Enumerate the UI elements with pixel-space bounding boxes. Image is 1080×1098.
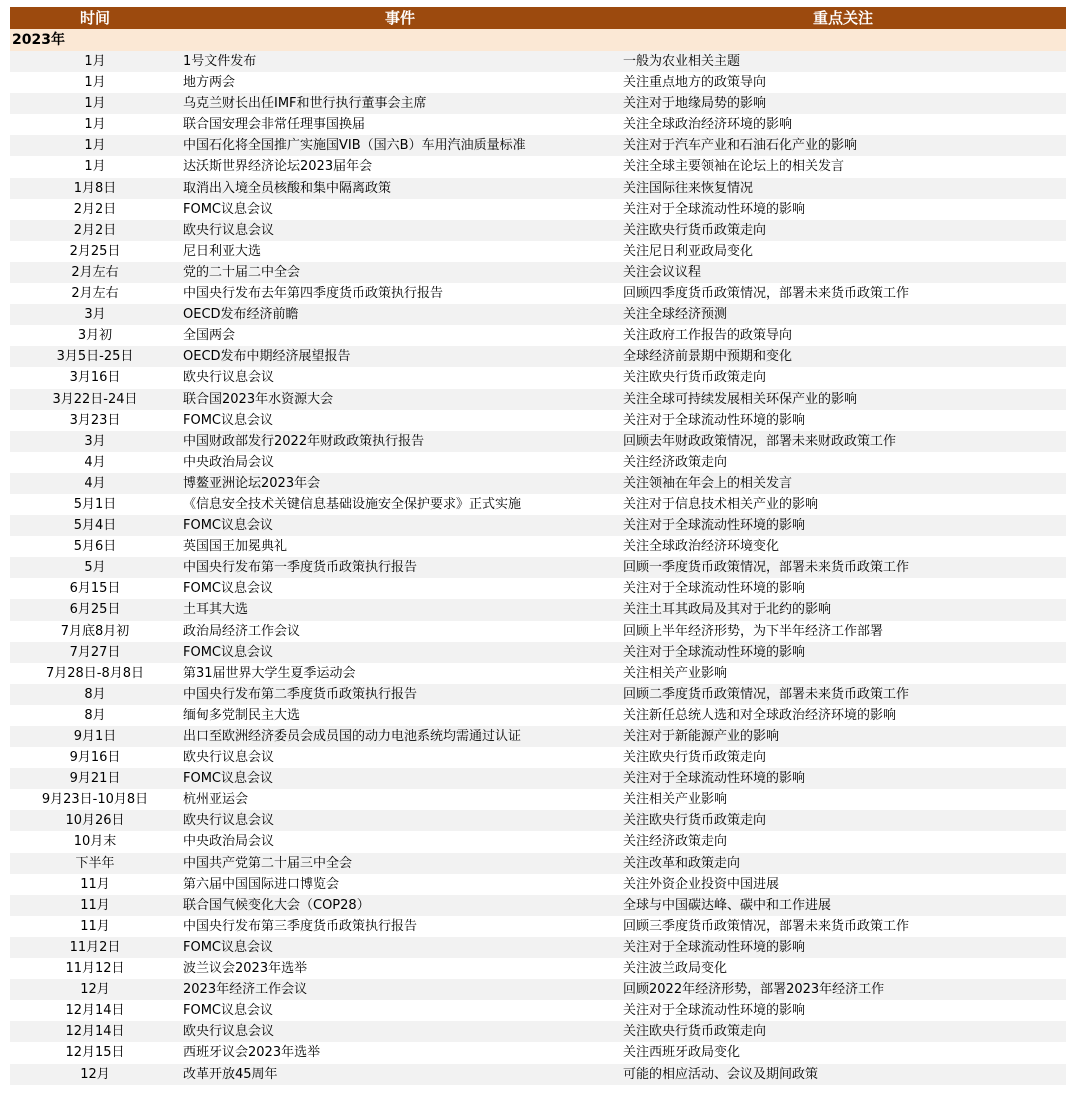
table-row xyxy=(10,705,1066,726)
table-row xyxy=(10,916,1066,937)
table-row xyxy=(10,367,1066,388)
row-focus: 关注改革和政策走向 xyxy=(623,855,741,871)
table-row xyxy=(10,536,1066,557)
table-row xyxy=(10,452,1066,473)
row-focus: 关注对于汽车产业和石油石化产业的影响 xyxy=(623,138,858,154)
row-focus: 关注土耳其政局及其对于北约的影响 xyxy=(623,602,832,618)
row-focus: 关注相关产业影响 xyxy=(623,792,728,808)
row-event: 出口至欧洲经济委员会成员国的动力电池系统均需通过认证 xyxy=(183,729,522,744)
row-focus: 关注国际往来恢复情况 xyxy=(623,180,754,196)
row-focus: 全球经济前景期中预期和变化 xyxy=(623,349,793,365)
table-row xyxy=(10,747,1066,768)
row-focus: 关注欧央行货币政策走向 xyxy=(623,1024,767,1040)
row-event: FOMC议息会议 xyxy=(183,581,274,597)
row-focus: 回顾去年财政政策情况，部署未来财政政策工作 xyxy=(623,433,897,449)
table-row xyxy=(10,72,1066,93)
row-time: 1月8日 xyxy=(73,180,117,196)
row-event: 第六届中国国际进口博览会 xyxy=(183,876,340,892)
table-row xyxy=(10,853,1066,874)
row-time: 2月2日 xyxy=(73,201,117,217)
table-row xyxy=(10,621,1066,642)
row-event: 欧央行议息会议 xyxy=(183,813,275,829)
row-focus: 关注对于地缘局势的影响 xyxy=(623,96,767,112)
row-event: 第31届世界大学生夏季运动会 xyxy=(183,665,356,681)
row-focus: 关注欧央行货币政策走向 xyxy=(623,813,767,829)
row-time: 9月1日 xyxy=(73,729,117,744)
row-focus: 关注对于新能源产业的影响 xyxy=(623,729,780,744)
row-focus: 全球与中国碳达峰、碳中和工作进展 xyxy=(623,897,832,913)
row-focus: 关注会议议程 xyxy=(623,264,702,280)
row-event: 党的二十届二中全会 xyxy=(183,264,301,280)
row-focus: 回顾二季度货币政策情况，部署未来货币政策工作 xyxy=(623,686,910,702)
row-focus: 关注对于全球流动性环境的影响 xyxy=(623,644,806,660)
header-event: 事件 xyxy=(384,9,415,27)
row-focus: 关注对于全球流动性环境的影响 xyxy=(623,771,806,787)
row-focus: 关注对于全球流动性环境的影响 xyxy=(623,1003,806,1019)
row-focus: 关注欧央行货币政策走向 xyxy=(623,370,767,386)
row-time: 1月 xyxy=(84,75,106,91)
row-focus: 回顾上半年经济形势，为下半年经济工作部署 xyxy=(623,623,884,639)
row-time: 2月2日 xyxy=(73,222,117,238)
row-time: 2月左右 xyxy=(71,286,119,302)
event-calendar-table xyxy=(10,7,1066,1085)
table-body xyxy=(10,51,1066,1085)
table-row xyxy=(10,51,1066,72)
table-row xyxy=(10,895,1066,916)
row-time: 7月28日-8月8日 xyxy=(45,665,145,681)
row-focus: 关注对于信息技术相关产业的影响 xyxy=(623,496,819,512)
row-event: 中国央行发布第一季度货币政策执行报告 xyxy=(183,560,418,576)
table-row xyxy=(10,304,1066,325)
row-time: 11月 xyxy=(80,918,110,934)
header-time: 时间 xyxy=(79,9,110,27)
row-event: 缅甸多党制民主大选 xyxy=(183,707,301,723)
table-row xyxy=(10,642,1066,663)
row-event: 全国两会 xyxy=(183,328,236,344)
row-event: 联合国安理会非常任理事国换届 xyxy=(183,117,366,133)
row-time: 8月 xyxy=(84,686,106,702)
row-time: 5月4日 xyxy=(73,518,117,534)
table-row xyxy=(10,958,1066,979)
row-event: 乌克兰财长出任IMF和世行执行董事会主席 xyxy=(183,96,427,112)
row-focus: 回顾三季度货币政策情况，部署未来货币政策工作 xyxy=(623,918,910,934)
row-event: 西班牙议会2023年选举 xyxy=(183,1045,321,1061)
table-row xyxy=(10,178,1066,199)
row-event: 政治局经济工作会议 xyxy=(183,623,301,639)
row-event: 地方两会 xyxy=(183,75,236,91)
row-time: 1月 xyxy=(84,159,106,175)
row-time: 9月16日 xyxy=(69,750,121,766)
row-event: FOMC议息会议 xyxy=(183,644,274,660)
row-event: 取消出入境全员核酸和集中隔离政策 xyxy=(183,180,392,196)
row-event: FOMC议息会议 xyxy=(183,771,274,787)
row-event: 中国石化将全国推广实施国VIB（国六B）车用汽油质量标准 xyxy=(183,138,526,154)
row-event: 中国央行发布第二季度货币政策执行报告 xyxy=(183,686,418,702)
row-focus: 关注西班牙政局变化 xyxy=(623,1045,741,1061)
row-time: 12月14日 xyxy=(65,1024,125,1040)
table-row xyxy=(10,1042,1066,1063)
row-event: FOMC议息会议 xyxy=(183,939,274,955)
row-focus: 回顾2022年经济形势，部署2023年经济工作 xyxy=(623,982,885,998)
row-focus: 关注对于全球流动性环境的影响 xyxy=(623,939,806,955)
table-row xyxy=(10,262,1066,283)
row-time: 11月12日 xyxy=(65,961,125,977)
row-event: 联合国2023年水资源大会 xyxy=(183,391,334,407)
row-time: 11月2日 xyxy=(69,939,121,955)
row-time: 5月6日 xyxy=(73,539,117,555)
table-header xyxy=(10,7,1066,29)
table-row xyxy=(10,515,1066,536)
row-focus: 可能的相应活动、会议及期间政策 xyxy=(623,1066,819,1082)
row-time: 2月左右 xyxy=(71,264,119,280)
table-row xyxy=(10,199,1066,220)
row-time: 3月16日 xyxy=(69,370,121,386)
table-row xyxy=(10,494,1066,515)
row-event: 杭州亚运会 xyxy=(183,792,249,808)
row-focus: 关注全球政治经济环境变化 xyxy=(623,539,780,555)
row-time: 1月 xyxy=(84,117,106,133)
row-time: 2月25日 xyxy=(69,243,121,259)
row-focus: 关注重点地方的政策导向 xyxy=(623,75,767,91)
row-time: 3月22日-24日 xyxy=(52,391,138,407)
table-row xyxy=(10,241,1066,262)
row-time: 4月 xyxy=(84,475,106,491)
row-time: 12月15日 xyxy=(65,1045,125,1061)
row-event: 欧央行议息会议 xyxy=(183,370,275,386)
row-focus: 关注全球主要领袖在论坛上的相关发言 xyxy=(623,159,845,175)
row-event: 中国央行发布第三季度货币政策执行报告 xyxy=(183,918,418,934)
table-row xyxy=(10,937,1066,958)
row-time: 10月26日 xyxy=(65,813,125,829)
row-focus: 关注对于全球流动性环境的影响 xyxy=(623,581,806,597)
row-focus: 关注外资企业投资中国进展 xyxy=(623,876,780,892)
row-event: 中国央行发布去年第四季度货币政策执行报告 xyxy=(183,286,444,302)
table-row xyxy=(10,93,1066,114)
row-event: 欧央行议息会议 xyxy=(183,222,275,238)
row-event: 中央政治局会议 xyxy=(183,454,275,470)
row-event: 欧央行议息会议 xyxy=(183,750,275,766)
row-focus: 关注新任总统人选和对全球政治经济环境的影响 xyxy=(623,707,897,723)
row-time: 11月 xyxy=(80,897,110,913)
row-focus: 关注经济政策走向 xyxy=(623,454,728,470)
row-focus: 关注经济政策走向 xyxy=(623,834,728,850)
row-focus: 关注波兰政局变化 xyxy=(623,961,728,977)
row-focus: 关注领袖在年会上的相关发言 xyxy=(623,475,793,491)
table-row xyxy=(10,135,1066,156)
table-row xyxy=(10,346,1066,367)
row-time: 下半年 xyxy=(75,855,115,871)
row-time: 5月 xyxy=(84,560,106,576)
row-focus: 关注全球经济预测 xyxy=(623,307,728,323)
row-event: FOMC议息会议 xyxy=(183,518,274,534)
row-event: 中国共产党第二十届三中全会 xyxy=(183,855,353,871)
row-event: 联合国气候变化大会（COP28） xyxy=(183,897,370,913)
row-time: 9月23日-10月8日 xyxy=(41,792,149,808)
row-event: FOMC议息会议 xyxy=(183,412,274,428)
row-time: 5月1日 xyxy=(73,496,117,512)
table-row xyxy=(10,220,1066,241)
table-row xyxy=(10,789,1066,810)
row-event: 改革开放45周年 xyxy=(183,1066,278,1082)
row-time: 6月15日 xyxy=(69,581,121,597)
table-row xyxy=(10,810,1066,831)
table-row xyxy=(10,1021,1066,1042)
row-focus: 关注对于全球流动性环境的影响 xyxy=(623,412,806,428)
row-focus: 关注对于全球流动性环境的影响 xyxy=(623,201,806,217)
row-event: 尼日利亚大选 xyxy=(183,243,262,259)
table-row xyxy=(10,325,1066,346)
table-row xyxy=(10,599,1066,620)
table-row xyxy=(10,726,1066,747)
row-time: 3月 xyxy=(84,433,106,449)
table-row xyxy=(10,410,1066,431)
table-row xyxy=(10,114,1066,135)
row-time: 9月21日 xyxy=(69,771,121,787)
row-event: 土耳其大选 xyxy=(183,602,249,618)
table-row xyxy=(10,156,1066,177)
row-time: 1月 xyxy=(84,54,106,69)
row-focus: 关注尼日利亚政局变化 xyxy=(623,243,754,259)
row-time: 6月25日 xyxy=(69,602,121,618)
row-event: OECD发布中期经济展望报告 xyxy=(183,349,351,365)
row-time: 7月底8月初 xyxy=(60,623,130,639)
row-time: 3月 xyxy=(84,307,106,323)
row-time: 1月 xyxy=(84,138,106,154)
table-row xyxy=(10,473,1066,494)
row-time: 3月5日-25日 xyxy=(56,349,134,365)
table-row xyxy=(10,1064,1066,1085)
row-event: FOMC议息会议 xyxy=(183,201,274,217)
row-time: 12月 xyxy=(80,1066,110,1082)
table-row xyxy=(10,578,1066,599)
row-event: 欧央行议息会议 xyxy=(183,1024,275,1040)
row-focus: 回顾一季度货币政策情况，部署未来货币政策工作 xyxy=(623,560,910,576)
row-time: 1月 xyxy=(84,96,106,112)
row-time: 7月27日 xyxy=(69,644,121,660)
row-event: 波兰议会2023年选举 xyxy=(183,961,308,977)
table-row xyxy=(10,684,1066,705)
row-event: 2023年经济工作会议 xyxy=(183,982,308,998)
table-row xyxy=(10,979,1066,1000)
row-event: 1号文件发布 xyxy=(183,54,257,69)
row-focus: 关注欧央行货币政策走向 xyxy=(623,222,767,238)
row-time: 4月 xyxy=(84,454,106,470)
row-event: 中央政治局会议 xyxy=(183,834,275,850)
row-time: 8月 xyxy=(84,707,106,723)
table-row xyxy=(10,663,1066,684)
table-row xyxy=(10,874,1066,895)
row-event: OECD发布经济前瞻 xyxy=(183,307,299,323)
row-time: 12月14日 xyxy=(65,1003,125,1019)
header-focus: 重点关注 xyxy=(812,9,873,27)
table-row xyxy=(10,557,1066,578)
row-event: 达沃斯世界经济论坛2023届年会 xyxy=(183,159,373,175)
table-row xyxy=(10,768,1066,789)
row-event: 博鳌亚洲论坛2023年会 xyxy=(183,475,321,491)
row-focus: 关注对于全球流动性环境的影响 xyxy=(623,518,806,534)
row-time: 12月 xyxy=(80,982,110,998)
row-focus: 关注全球可持续发展相关环保产业的影响 xyxy=(623,391,858,407)
row-time: 3月初 xyxy=(77,328,113,344)
table-row xyxy=(10,431,1066,452)
row-event: 中国财政部发行2022年财政政策执行报告 xyxy=(183,433,425,449)
table-row xyxy=(10,389,1066,410)
row-event: 《信息安全技术关键信息基础设施安全保护要求》正式实施 xyxy=(183,496,522,512)
row-focus: 关注欧央行货币政策走向 xyxy=(623,750,767,766)
row-focus: 回顾四季度货币政策情况，部署未来货币政策工作 xyxy=(623,286,910,302)
row-focus: 一般为农业相关主题 xyxy=(623,54,741,69)
row-focus: 关注政府工作报告的政策导向 xyxy=(623,328,793,344)
table-row xyxy=(10,283,1066,304)
table-row xyxy=(10,831,1066,852)
table-row xyxy=(10,1000,1066,1021)
row-time: 10月末 xyxy=(73,834,117,850)
year-label: 2023年 xyxy=(10,29,1066,51)
row-focus: 关注全球政治经济环境的影响 xyxy=(623,117,793,133)
row-time: 3月23日 xyxy=(69,412,121,428)
row-event: FOMC议息会议 xyxy=(183,1003,274,1019)
row-time: 11月 xyxy=(80,876,110,892)
row-event: 英国国王加冕典礼 xyxy=(183,539,288,555)
row-focus: 关注相关产业影响 xyxy=(623,665,728,681)
